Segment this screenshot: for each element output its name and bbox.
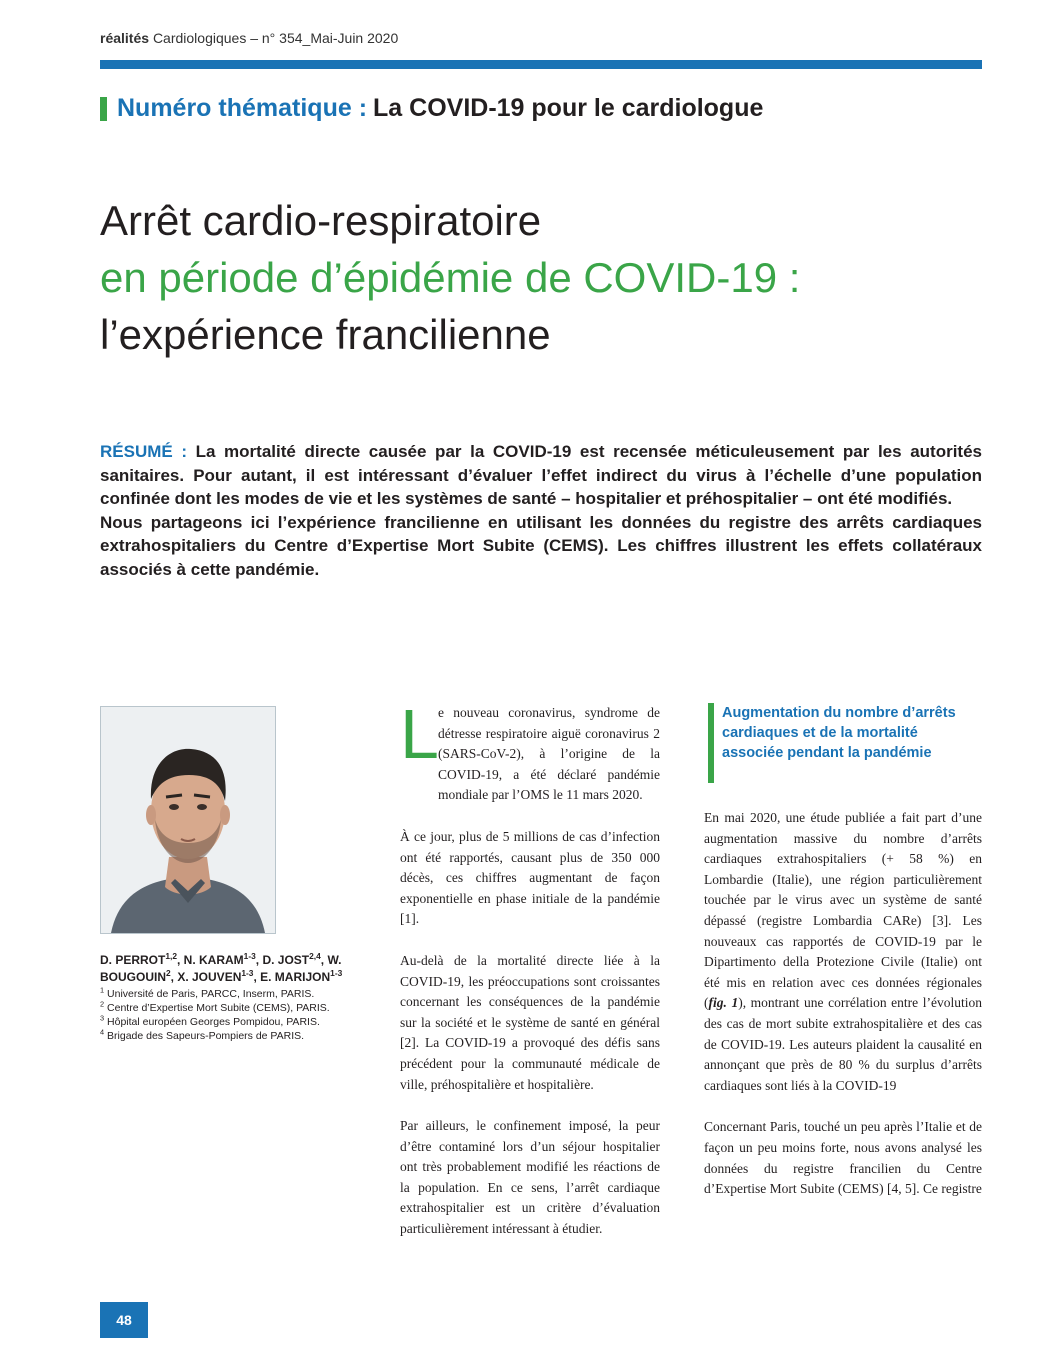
body-column-right (704, 808, 982, 1221)
subheading-accent-bar (708, 703, 714, 783)
abstract-paragraph-1 (100, 440, 982, 511)
author-photo (100, 706, 276, 934)
author-portrait-illustration (101, 707, 275, 933)
body-paragraph-5: En mai 2020, une étude publiée a fait part d’une augmentation massive du nombre d’arrêts cardiaques extrahospitaliers (+ 58 %) en Lombardie (Italie), une région particulièrement touchée par le virus avec un système de santé dépassé (registre Lombardia CARe) [3]. Les nouveaux cas rapportés de COVID-19 par le Dipartimento della Protezione Civile (Italie) ont été mis en relation avec ces données régionales (fig. 1), montrant une corrélation entre l’évolution des cas de mort subite extrahospitalière et des cas de COVID-19. Les auteurs plaident la causalité en annonçant que près de 80 % du surplus d’arrêts cardiaques sont liés à la COVID-19 (704, 810, 982, 1093)
abstract-text-1: La mortalité directe causée par la COVID-19 est recensée méticuleusement par les autorités sanitaires. Pour autant, il est intéressant d’évaluer l’effet indirect du virus à l’échelle d’une population confinée dont les modes de vie et les systèmes de santé – hospitalier et préhospitalier – ont été modifiés. (100, 442, 982, 508)
banner-title: La COVID-19 pour le cardiologue (373, 94, 764, 122)
journal-brand: réalités (100, 30, 150, 46)
abstract-label: RÉSUMÉ : (100, 442, 187, 461)
body-paragraph-6: Concernant Paris, touché un peu après l’Italie et de façon un peu moins forte, nous avons analysé les données du registre francilien du Centre d’Expertise Mort Subite (CEMS) [4, 5]. Ce registre (704, 1119, 982, 1197)
affiliation-item: $^4$ Brigade des Sapeurs-Pompiers de PARIS. (100, 1027, 305, 1042)
header-rule (100, 60, 982, 69)
drop-cap: L (400, 695, 439, 773)
body-paragraph-3: Au-delà de la mortalité directe liée à la COVID-19, les préoccupations sont croissantes concernant les conséquences de la pandémie sur la société et le système de santé en général [2]. La COVID-19 a provoqué des défis sans précédent pour la communauté médicale de ville, préhospitalière et hospitalière. (400, 952, 660, 1092)
title-line-2: en période d’épidémie de COVID-19 : (100, 254, 801, 301)
paragraph-text: e nouveau coronavirus, syndrome de détresse respiratoire aiguë coronavirus 2 (SARS-CoV-2), à l’origine de la COVID-19, a été déclaré pandémie mondiale par l’OMS le 11 mars 2020. (438, 705, 660, 803)
abstract (100, 440, 982, 581)
author-names: D. PERROT$^{1,2}$, N. KARAM$^{1-3}$, D. JOST$^{2,4}$, W. BOUGOUIN$^2$, X. JOUVEN$^{1-3}$, E. MARIJON$^{1-3}$ (100, 951, 343, 984)
journal-issue: Cardiologiques – n° 354_Mai-Juin 2020 (152, 30, 399, 46)
article-title (100, 192, 980, 363)
banner-accent-bar (100, 97, 107, 121)
banner-label: Numéro thématique : (117, 94, 368, 122)
affiliation-item: $^2$ Centre d’Expertise Mort Subite (CEMS), PARIS. (100, 999, 330, 1014)
body-column-middle (400, 695, 660, 1261)
body-paragraph-1 (400, 695, 660, 806)
affiliations (100, 987, 380, 1043)
body-paragraph-4: Par ailleurs, le confinement imposé, la peur d’être contaminé lors d’un séjour hospitalier ont très probablement modifié les réactions de la population. En ce sens, l’arrêt cardiaque extrahospitalier est un critère d’évaluation particulièrement intéressant à étudier. (400, 1118, 660, 1237)
affiliation-item: $^1$ Université de Paris, PARCC, Inserm, PARIS. (100, 985, 315, 1000)
page-number: 48 (100, 1302, 148, 1338)
section-banner (100, 94, 763, 123)
author-block (100, 952, 380, 1043)
section-subheading (708, 703, 982, 783)
running-head (100, 30, 398, 46)
affiliation-item: $^3$ Hôpital européen Georges Pompidou, PARIS. (100, 1013, 320, 1028)
body-paragraph-2: À ce jour, plus de 5 millions de cas d’infection ont été rapportés, causant plus de 350 000 décès, ces chiffres augmentant de façon exponentielle en phase initiale de la pandémie [1]. (400, 828, 660, 927)
abstract-paragraph-2: Nous partageons ici l’expérience francilienne en utilisant les données du registre des arrêts cardiaques extrahospitaliers du Centre d’Expertise Mort Subite (CEMS). Les chiffres illustrent les effets collatéraux associés à cette pandémie. (100, 512, 982, 579)
figure-reference: fig. 1 (708, 995, 739, 1011)
title-line-3: l’expérience francilienne (100, 311, 551, 358)
subheading-text: Augmentation du nombre d’arrêts cardiaques et de la mortalité associée pendant la pandémie (722, 705, 956, 761)
title-line-1: Arrêt cardio-respiratoire (100, 197, 542, 244)
